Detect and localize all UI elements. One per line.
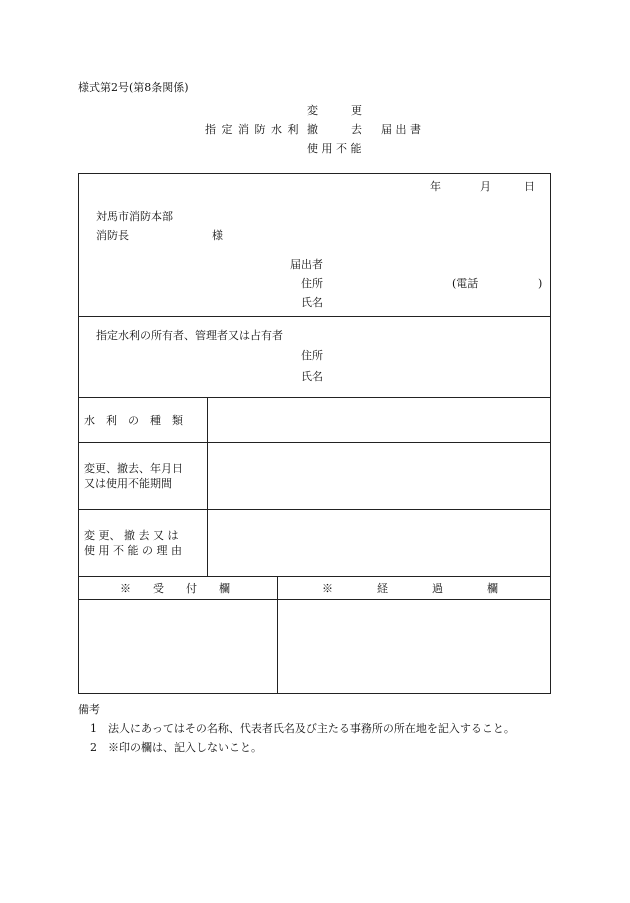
- notifier-label: 届出者: [290, 258, 323, 271]
- form-table: [78, 173, 551, 694]
- divider: [277, 576, 278, 694]
- title-option-unusable: 使 用 不 能: [307, 142, 362, 155]
- owner-address-label: 住所: [301, 349, 323, 362]
- note-1: 法人にあってはその名称、代表者氏名及び主たる事務所の所在地を記入すること。: [108, 722, 515, 735]
- notifier-name-label: 氏名: [301, 296, 323, 309]
- divider: [78, 576, 551, 577]
- addressee-title: 消防長: [96, 229, 129, 242]
- date-day-label: 日: [524, 180, 535, 193]
- title-prefix: 指 定 消 防 水 利: [205, 123, 300, 136]
- title-option-removal: 撤 去: [307, 123, 362, 136]
- reason-label-line2: 使 用 不 能 の 理 由: [84, 544, 182, 557]
- note-2-number: 2: [90, 741, 97, 754]
- reception-column-header: ※ 受 付 欄: [120, 582, 230, 595]
- notifier-phone-label: (電話: [452, 277, 479, 290]
- note-2: ※印の欄は、記入しないこと。: [108, 741, 262, 754]
- divider: [78, 397, 551, 398]
- water-kind-label: 水 利 の 種 類: [84, 414, 183, 427]
- note-1-number: 1: [90, 722, 97, 735]
- notes-heading: 備考: [78, 703, 100, 716]
- progress-column-header: ※ 経 過 欄: [322, 582, 498, 595]
- divider: [78, 316, 551, 317]
- period-label-line1: 変更、撤去、年月日: [84, 462, 183, 475]
- date-year-label: 年: [430, 180, 441, 193]
- divider: [78, 509, 551, 510]
- reason-label-line1: 変 更、 撤 去 又 は: [84, 529, 179, 542]
- divider: [78, 442, 551, 443]
- addressee-org: 対馬市消防本部: [96, 210, 173, 223]
- notifier-address-label: 住所: [301, 277, 323, 290]
- notifier-phone-close: ): [538, 277, 543, 290]
- form-number: 様式第2号(第8条関係): [78, 81, 189, 94]
- date-month-label: 月: [480, 180, 491, 193]
- title-suffix: 届 出 書: [381, 123, 421, 136]
- addressee-honorific: 様: [212, 229, 223, 242]
- owner-name-label: 氏名: [301, 370, 323, 383]
- period-label-line2: 又は使用不能期間: [84, 477, 172, 490]
- divider: [78, 599, 551, 600]
- divider: [207, 397, 208, 576]
- title-option-change: 変 更: [307, 104, 362, 117]
- owner-label: 指定水利の所有者、管理者又は占有者: [96, 329, 283, 342]
